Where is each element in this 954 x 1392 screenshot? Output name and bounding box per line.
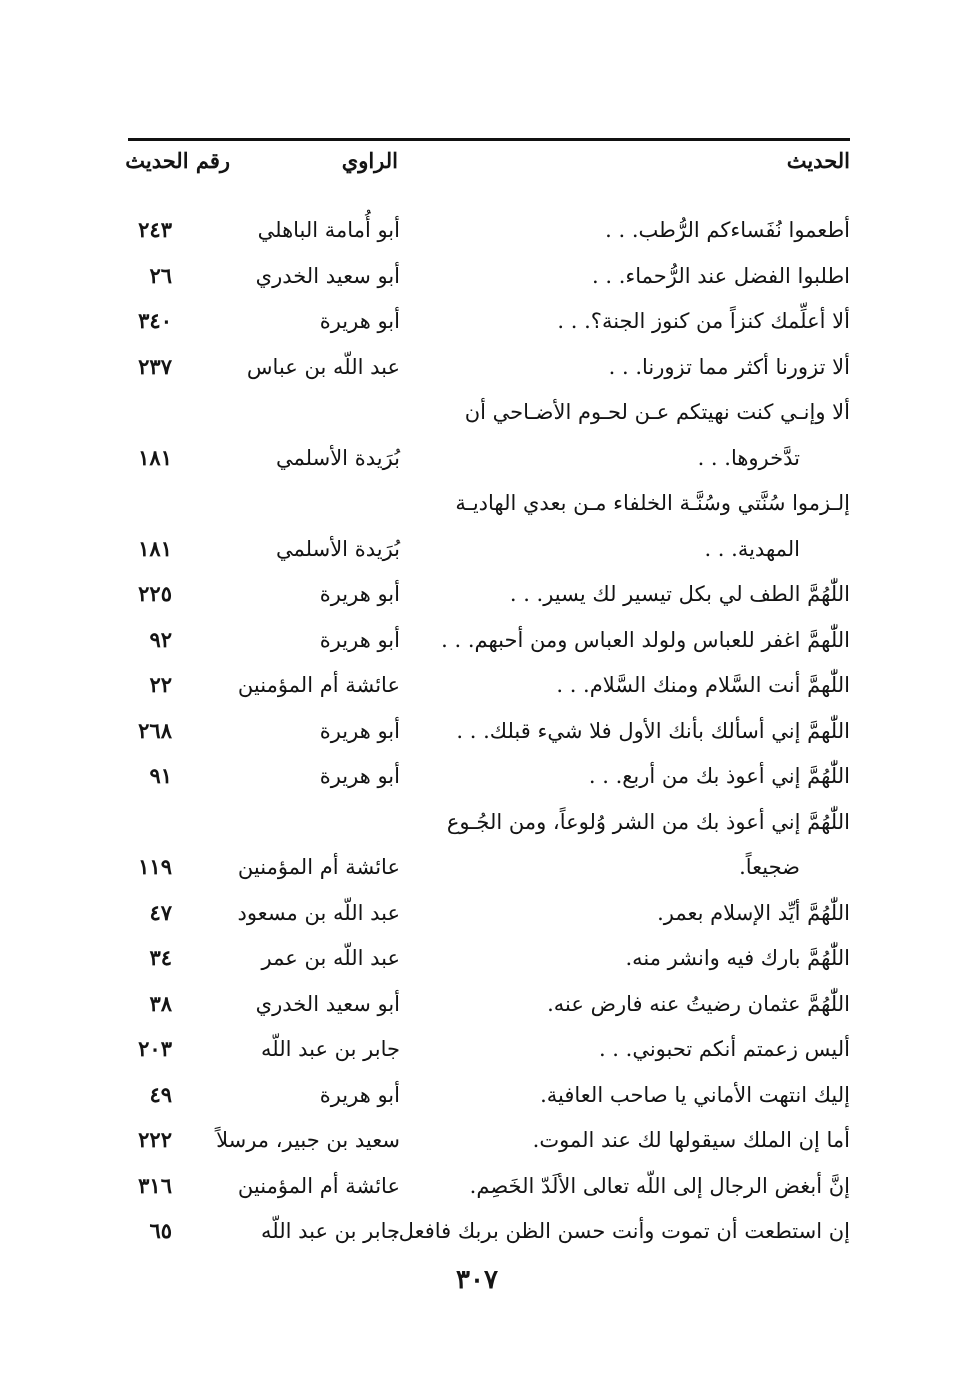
table-row bbox=[0, 709, 954, 755]
hadith-text: ألا تزورنا أكثر مما تزورنا. . . bbox=[608, 354, 850, 379]
table-row bbox=[0, 1209, 954, 1255]
hadith-text: أما إن الملك سيقولها لك عند الموت. bbox=[532, 1128, 850, 1152]
hadith-text: إلـزموا سُنَّتي وسُنَّـة الخلفاء مـن بعدي الهاديـة bbox=[455, 491, 850, 515]
hadith-text: اللّٰهُمَّ بارك فيه وانشر منه. bbox=[625, 946, 850, 970]
narrator-name: عائشة أم المؤمنين bbox=[237, 1173, 400, 1198]
hadith-index-table bbox=[0, 208, 954, 1255]
hadith-text: اطلبوا الفضل عند الرُّحماء. . . bbox=[592, 263, 850, 288]
hadith-number: ٣٤ bbox=[149, 945, 172, 970]
table-row bbox=[0, 936, 954, 982]
hadith-number: ٢٢٥ bbox=[138, 581, 172, 606]
narrator-name: أبو سعيد الخدري bbox=[255, 991, 400, 1016]
hadith-text: تدَّخروها. . . bbox=[697, 445, 800, 470]
hadith-number: ٤٩ bbox=[149, 1081, 172, 1107]
hadith-text: إن استطعت أن تموت وأنت حسن الظن بربك فافعل. bbox=[391, 1219, 850, 1243]
narrator-name: أبو هريرة bbox=[319, 1082, 400, 1107]
table-row bbox=[0, 1073, 954, 1119]
hadith-number: ٣١٦ bbox=[138, 1172, 172, 1198]
table-row bbox=[0, 299, 954, 345]
table-row bbox=[0, 618, 954, 664]
table-row bbox=[0, 572, 954, 618]
narrator-name: عبد اللّه بن عباس bbox=[246, 354, 400, 379]
table-row bbox=[0, 436, 954, 482]
table-row bbox=[0, 754, 954, 800]
table-row bbox=[0, 1118, 954, 1164]
hadith-number: ٢٦٨ bbox=[138, 717, 172, 743]
table-row bbox=[0, 1164, 954, 1210]
table-row bbox=[0, 982, 954, 1028]
hadith-text: ألا أعلِّمك كنزاً من كنوز الجنة؟. . . bbox=[557, 309, 850, 333]
narrator-name: جابر بن عبد اللّه bbox=[260, 1219, 400, 1243]
hadith-text: المهدية. . . bbox=[704, 536, 800, 561]
narrator-name: عبد اللّه بن عمر bbox=[261, 946, 400, 970]
hadith-text: اللّٰهُمَّ أيِّد الإسلام بعمر. bbox=[657, 900, 850, 925]
hadith-text: إليك انتهت الأماني يا صاحب العافية. bbox=[540, 1082, 850, 1107]
hadith-text: اللّٰهمَّ اغفر للعباس ولولد العباس ومن أحبهم. . . bbox=[441, 627, 850, 652]
table-row bbox=[0, 1027, 954, 1073]
hadith-text: اللّٰهُمَّ الطف لي بكل تيسير لك يسير. . . bbox=[509, 582, 850, 606]
narrator-name: أبو هريرة bbox=[319, 764, 400, 788]
column-header-narrator: الراوي bbox=[341, 148, 398, 173]
table-row bbox=[0, 345, 954, 391]
narrator-name: عائشة أم المؤمنين bbox=[237, 673, 400, 697]
hadith-text: أطعموا نُفَساءكم الرُّطب. . . bbox=[605, 218, 850, 242]
table-row bbox=[0, 390, 954, 436]
narrator-name: أبو هريرة bbox=[319, 582, 400, 606]
header-top-rule bbox=[128, 138, 850, 141]
hadith-number: ١٨١ bbox=[138, 444, 172, 470]
hadith-text: ألا وإنـي كنت نهيتكم عـن لحـوم الأضـاحي أن bbox=[464, 400, 850, 424]
hadith-number: ٢٤٣ bbox=[138, 217, 172, 242]
page-number: ٣٠٧ bbox=[456, 1265, 498, 1295]
narrator-name: أبو أُمامة الباهلي bbox=[257, 218, 400, 242]
hadith-text: اللّٰهُمَّ إني أعوذ بك من أربع. . . bbox=[588, 764, 850, 788]
hadith-number: ٢٢ bbox=[149, 672, 172, 697]
hadith-text: اللّٰهمَّ إني أسألك بأنك الأول فلا شيء قبلك. . . bbox=[456, 718, 850, 743]
hadith-text: اللّٰهمَّ أنت السَّلام ومنك السَّلام. . . bbox=[556, 673, 850, 697]
narrator-name: سعيد بن جبير، مرسلاً bbox=[216, 1128, 400, 1152]
hadith-number: ٩٢ bbox=[149, 626, 172, 652]
hadith-number: ٢٢٢ bbox=[138, 1127, 172, 1152]
hadith-text: اللّٰهُمَّ عثمان رضيتُ عنه فارض عنه. bbox=[547, 991, 850, 1016]
hadith-number: ٣٤٠ bbox=[138, 308, 172, 333]
narrator-name: عائشة أم المؤمنين bbox=[237, 855, 400, 879]
hadith-number: ١٨١ bbox=[138, 535, 172, 561]
hadith-text: أليس زعمتم أنكم تحبوني. . . bbox=[598, 1037, 850, 1061]
column-header-hadith: الحديث bbox=[786, 148, 850, 173]
table-row bbox=[0, 845, 954, 891]
table-row bbox=[0, 800, 954, 846]
hadith-number: ١١٩ bbox=[138, 854, 172, 879]
table-row bbox=[0, 208, 954, 254]
narrator-name: عبد اللّه بن مسعود bbox=[237, 900, 400, 925]
hadith-number: ٢٠٣ bbox=[138, 1036, 172, 1061]
narrator-name: بُرَيدة الأسلمي bbox=[276, 445, 400, 470]
narrator-name: أبو هريرة bbox=[319, 309, 400, 333]
hadith-text: إنَّ أبغض الرجال إلى اللّه تعالى الألَدّ الخَصِم. bbox=[469, 1173, 850, 1198]
hadith-number: ٣٨ bbox=[149, 990, 172, 1016]
narrator-name: أبو سعيد الخدري bbox=[255, 263, 400, 288]
hadith-number: ٩١ bbox=[149, 763, 172, 788]
hadith-number: ٤٧ bbox=[149, 899, 172, 925]
column-header-number: رقم الحديث bbox=[125, 148, 230, 173]
hadith-number: ٢٦ bbox=[149, 262, 172, 288]
table-row bbox=[0, 481, 954, 527]
hadith-text: ضجيعاً. bbox=[739, 855, 800, 879]
hadith-number: ٢٣٧ bbox=[138, 353, 172, 379]
hadith-number: ٦٥ bbox=[149, 1218, 172, 1243]
narrator-name: أبو هريرة bbox=[319, 718, 400, 743]
narrator-name: جابر بن عبد اللّه bbox=[260, 1037, 400, 1061]
narrator-name: أبو هريرة bbox=[319, 627, 400, 652]
table-row bbox=[0, 891, 954, 937]
table-row bbox=[0, 254, 954, 300]
table-row bbox=[0, 663, 954, 709]
narrator-name: بُرَيدة الأسلمي bbox=[276, 536, 400, 561]
table-row bbox=[0, 527, 954, 573]
hadith-text: اللّٰهُمَّ إني أعوذ بك من الشر وُلوعاً، ومن الجُـوع bbox=[446, 809, 850, 834]
